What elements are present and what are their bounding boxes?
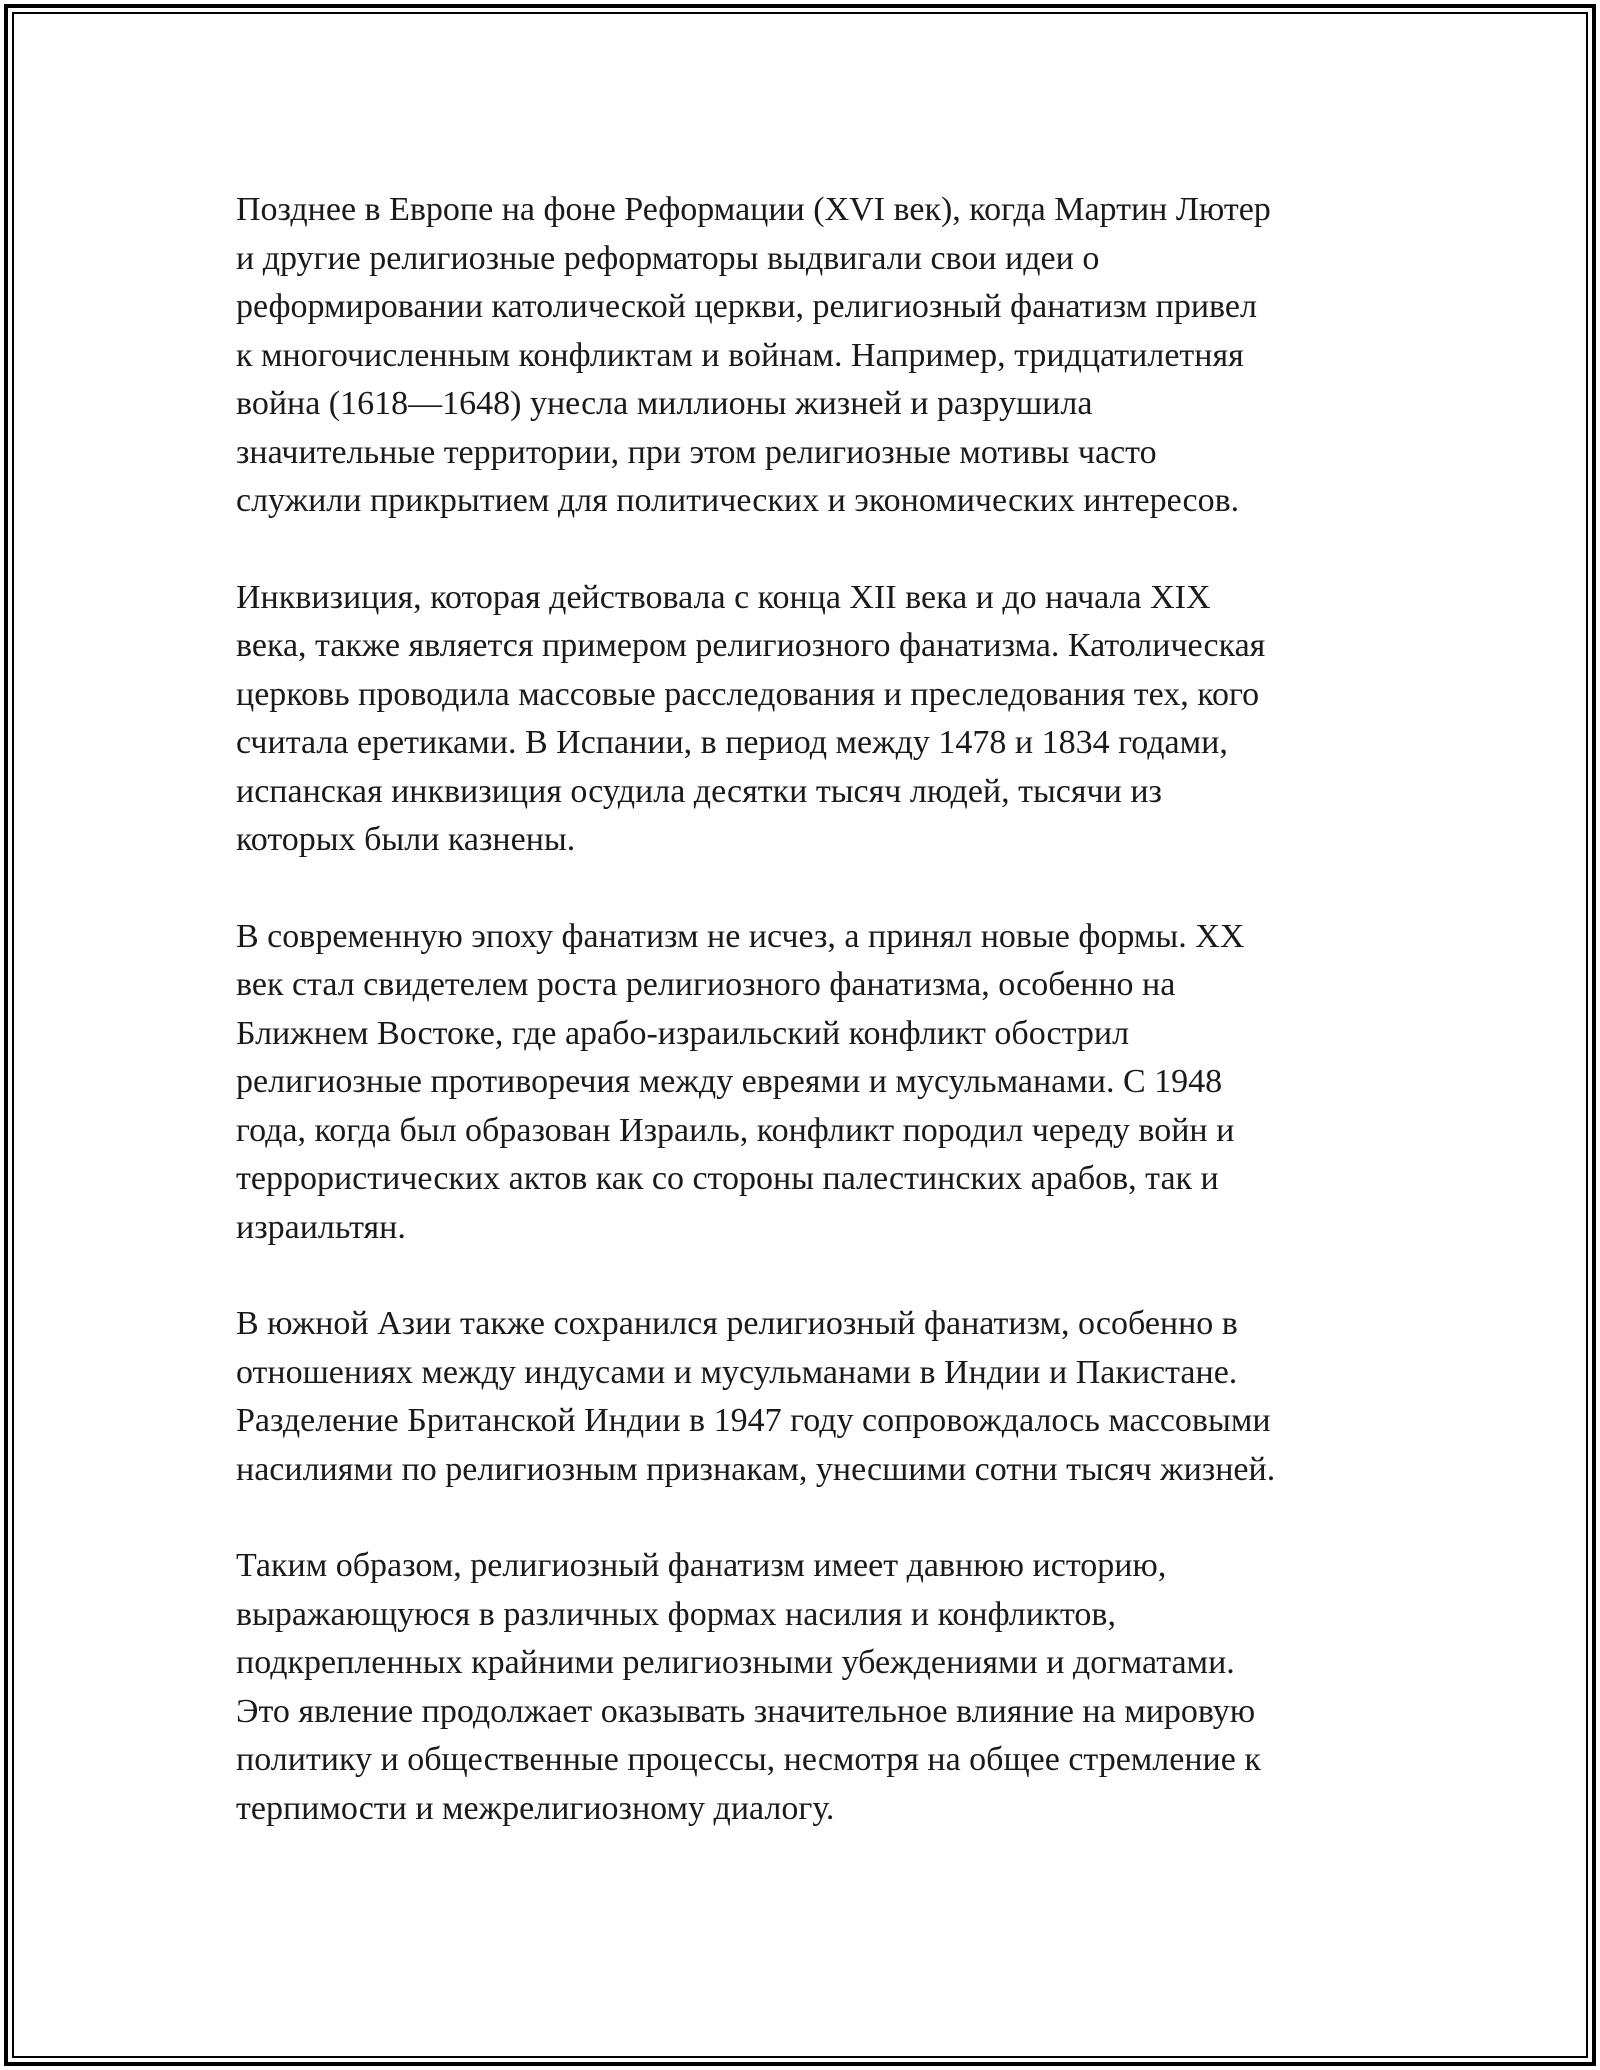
text-line: религиозные противоречия между евреями и мусульманами. С 1948: [236, 1063, 1223, 1100]
text-line: и другие религиозные реформаторы выдвигали свои идеи о: [236, 239, 1100, 277]
text-line: которых были казнены.: [236, 821, 576, 858]
text-line: Это явление продолжает оказывать значительное влияние на мировую: [236, 1692, 1256, 1730]
text-line: выражающуюся в различных формах насилия и конфликтов,: [236, 1595, 1116, 1633]
text-line: реформировании католической церкви, религиозный фанатизм привел: [236, 288, 1257, 325]
paragraph-inquisition: [236, 574, 1376, 865]
text-line: политику и общественные процессы, несмотря на общее стремление к: [236, 1741, 1261, 1778]
text-line: подкрепленных крайними религиозными убеждениями и догматами.: [236, 1644, 1235, 1681]
text-line: века, также является примером религиозного фанатизма. Католическая: [236, 627, 1266, 664]
text-line: церковь проводила массовые расследования и преследования тех, кого: [236, 675, 1260, 713]
text-line: террористических актов как со стороны палестинских арабов, так и: [236, 1160, 1219, 1197]
paragraph-modern-era: [236, 913, 1376, 1253]
paragraph-south-asia: [236, 1300, 1376, 1494]
text-line: Разделение Британской Индии в 1947 году сопровождалось массовыми: [236, 1402, 1271, 1439]
text-line: В южной Азии также сохранился религиозный фанатизм, особенно в: [236, 1305, 1238, 1342]
text-line: В современную эпоху фанатизм не исчез, а принял новые формы. XX: [236, 917, 1245, 955]
text-line: век стал свидетелем роста религиозного фанатизма, особенно на: [236, 966, 1176, 1003]
text-line: служили прикрытием для политических и экономических интересов.: [236, 482, 1240, 519]
text-line: израильтян.: [236, 1208, 406, 1246]
document-body: [236, 186, 1376, 1881]
text-line: терпимости и межрелигиозному диалогу.: [236, 1789, 835, 1827]
text-line: испанская инквизиция осудила десятки тысяч людей, тысячи из: [236, 772, 1162, 810]
text-line: значительные территории, при этом религиозные мотивы часто: [236, 433, 1157, 471]
paragraph-reformation: [236, 186, 1376, 526]
paragraph-conclusion: [236, 1542, 1376, 1833]
text-line: Позднее в Европе на фоне Реформации (XVI век), когда Мартин Лютер: [236, 191, 1271, 228]
text-line: Таким образом, религиозный фанатизм имеет давнюю историю,: [236, 1547, 1167, 1584]
text-line: война (1618—1648) унесла миллионы жизней и разрушила: [236, 385, 1093, 422]
text-line: к многочисленным конфликтам и войнам. Например, тридцатилетняя: [236, 336, 1244, 374]
text-line: насилиями по религиозным признакам, унесшими сотни тысяч жизней.: [236, 1450, 1276, 1488]
text-line: отношениях между индусами и мусульманами в Индии и Пакистане.: [236, 1353, 1238, 1391]
text-line: года, когда был образован Израиль, конфликт породил череду войн и: [236, 1111, 1235, 1149]
text-line: считала еретиками. В Испании, в период между 1478 и 1834 годами,: [236, 724, 1228, 761]
text-line: Ближнем Востоке, где арабо-израильский конфликт обострил: [236, 1014, 1130, 1052]
text-line: Инквизиция, которая действовала с конца XII века и до начала XIX: [236, 578, 1211, 616]
